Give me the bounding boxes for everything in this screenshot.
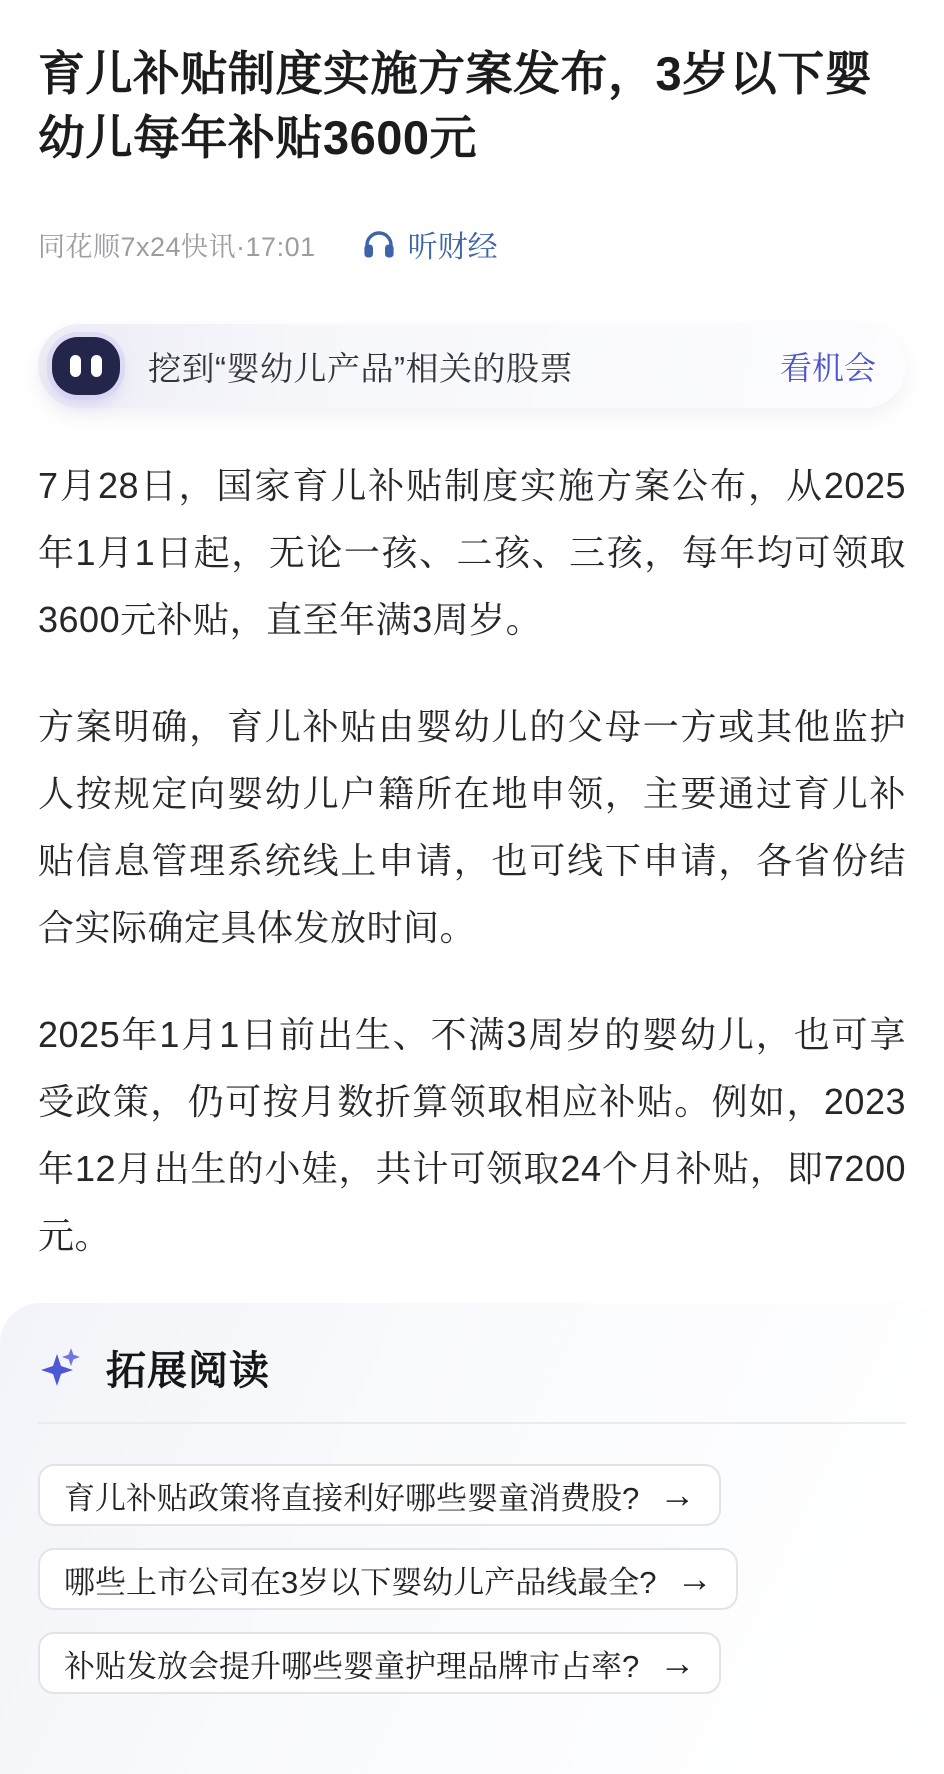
view-opportunity-button[interactable]: 看机会 — [779, 350, 876, 386]
article-body — [38, 452, 906, 1269]
source-timestamp: 同花顺7x24快讯·17:01 — [38, 231, 316, 262]
listen-label: 听财经 — [407, 231, 498, 264]
arrow-right-icon: → — [676, 1558, 713, 1599]
section-divider — [38, 1422, 906, 1424]
related-question-links — [38, 1464, 906, 1694]
link-label: 补贴发放会提升哪些婴童护理品牌市占率? — [64, 1648, 640, 1684]
headphones-icon — [362, 228, 396, 260]
article-paragraph: 方案明确，育儿补贴由婴幼儿的父母一方或其他监护人按规定向婴幼儿户籍所在地申领，主要通过育儿补贴信息管理系统线上申请，也可线下申请，各省份结合实际确定具体发放时间。 — [38, 706, 906, 948]
article-meta-row — [38, 222, 906, 266]
link-label: 哪些上市公司在3岁以下婴幼儿产品线最全? — [64, 1564, 657, 1600]
news-article — [0, 42, 944, 266]
stock-card-text: 挖到“婴幼儿产品”相关的股票 — [148, 349, 573, 387]
article-title: 育儿补贴制度实施方案发布，3岁以下婴幼儿每年补贴3600元 — [38, 47, 873, 164]
link-label: 育儿补贴政策将直接利好哪些婴童消费股? — [64, 1480, 640, 1516]
listen-button[interactable] — [362, 222, 498, 266]
stock-insight-card[interactable] — [38, 324, 906, 408]
related-question-link[interactable] — [38, 1464, 721, 1526]
extended-reading-header — [38, 1339, 906, 1396]
sparkle-icon — [38, 1344, 86, 1392]
related-question-link[interactable] — [38, 1548, 738, 1610]
extended-reading-title: 拓展阅读 — [106, 1349, 270, 1393]
article-paragraph: 7月28日，国家育儿补贴制度实施方案公布，从2025年1月1日起，无论一孩、二孩、三孩，每年均可领取3600元补贴，直至年满3周岁。 — [38, 465, 906, 640]
extended-reading-section — [0, 1303, 944, 1774]
arrow-right-icon: → — [659, 1642, 696, 1683]
article-paragraph: 2025年1月1日前出生、不满3周岁的婴幼儿，也可享受政策，仍可按月数折算领取相应补贴。例如，2023年12月出生的小娃，共计可领取24个月补贴，即7200元。 — [38, 1014, 906, 1256]
arrow-right-icon: → — [659, 1474, 696, 1515]
related-question-link[interactable] — [38, 1632, 721, 1694]
robot-icon — [52, 337, 120, 395]
